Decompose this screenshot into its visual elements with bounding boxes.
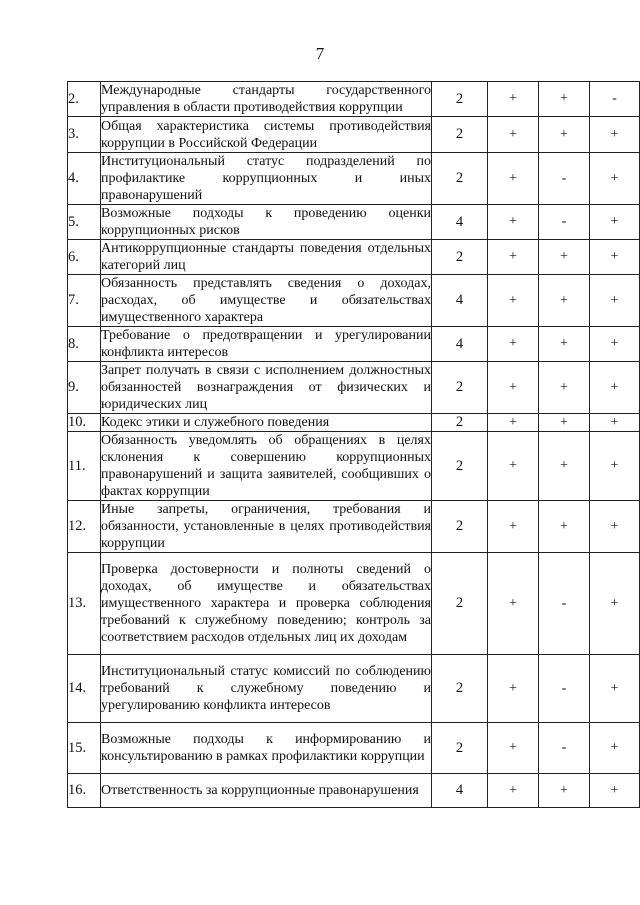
topic-cell: Ответственность за коррупционные правонарушения	[101, 774, 432, 808]
mark-cell-1: +	[488, 501, 539, 553]
mark-cell-1: +	[488, 327, 539, 362]
mark-cell-2: -	[539, 723, 590, 774]
row-number: 7.	[68, 275, 101, 327]
table-row	[68, 205, 640, 240]
mark-cell-1: +	[488, 82, 539, 117]
table-row	[68, 501, 640, 553]
mark-cell-1: +	[488, 774, 539, 808]
hours-cell: 2	[432, 414, 488, 432]
mark-cell-3: +	[590, 655, 640, 723]
row-number: 13.	[68, 553, 101, 655]
mark-cell-3: +	[590, 275, 640, 327]
topic-cell: Институциональный статус подразделений по профилактике коррупционных и иных правонарушений	[101, 154, 431, 203]
topic-cell: Проверка достоверности и полноты сведений о доходах, об имуществе и обязательствах имущественного характера и проверка соблюдения требований к служебному поведению; контроль за соответствием расходов отдельных лиц их доходам	[101, 553, 432, 655]
topic-cell: Запрет получать в связи с исполнением должностных обязанностей вознаграждения от физических и юридических лиц	[101, 363, 431, 412]
hours-cell: 2	[432, 153, 488, 205]
mark-cell-2: +	[539, 362, 590, 414]
topic-cell: Антикоррупционные стандарты поведения отдельных категорий лиц	[101, 241, 431, 273]
curriculum-table	[67, 81, 640, 808]
topic-cell: Международные стандарты государственного управления в области противодействия коррупции	[101, 83, 431, 115]
row-number: 3.	[68, 117, 101, 153]
topic-cell: Обязанность уведомлять об обращениях в целях склонения к совершению коррупционных правонарушений и защита заявителей, сообщивших о фактах коррупции	[101, 433, 431, 499]
mark-cell-3: +	[590, 362, 640, 414]
row-number: 9.	[68, 362, 101, 414]
mark-cell-1: +	[488, 723, 539, 774]
table-row	[68, 327, 640, 362]
mark-cell-2: +	[539, 82, 590, 117]
hours-cell: 2	[432, 432, 488, 501]
hours-cell: 2	[432, 655, 488, 723]
mark-cell-3: +	[590, 153, 640, 205]
topic-cell: Возможные подходы к проведению оценки коррупционных рисков	[101, 206, 431, 238]
table-row	[68, 240, 640, 275]
mark-cell-3: +	[590, 205, 640, 240]
mark-cell-1: +	[488, 655, 539, 723]
topic-cell: Институциональный статус комиссий по соблюдению требований к служебному поведению и урегулированию конфликта интересов	[101, 655, 432, 723]
topic-cell: Иные запреты, ограничения, требования и обязанности, установленные в целях противодействия коррупции	[101, 502, 431, 551]
mark-cell-3: +	[590, 414, 640, 432]
table-row	[68, 553, 640, 655]
row-number: 12.	[68, 501, 101, 553]
row-number: 8.	[68, 327, 101, 362]
mark-cell-1: +	[488, 153, 539, 205]
mark-cell-1: +	[488, 117, 539, 153]
hours-cell: 4	[432, 327, 488, 362]
topic-cell: Требование о предотвращении и урегулировании конфликта интересов	[101, 328, 431, 360]
mark-cell-2: -	[539, 205, 590, 240]
mark-cell-2: +	[539, 117, 590, 153]
mark-cell-2: -	[539, 655, 590, 723]
table-row	[68, 655, 640, 723]
mark-cell-2: +	[539, 414, 590, 432]
mark-cell-3: +	[590, 774, 640, 808]
row-number: 11.	[68, 432, 101, 501]
table-row	[68, 153, 640, 205]
mark-cell-3: +	[590, 117, 640, 153]
topic-cell: Кодекс этики и служебного поведения	[101, 414, 432, 432]
hours-cell: 2	[432, 553, 488, 655]
row-number: 5.	[68, 205, 101, 240]
mark-cell-2: -	[539, 153, 590, 205]
table-row	[68, 774, 640, 808]
row-number: 15.	[68, 723, 101, 774]
mark-cell-3: -	[590, 82, 640, 117]
row-number: 14.	[68, 655, 101, 723]
mark-cell-1: +	[488, 275, 539, 327]
mark-cell-1: +	[488, 205, 539, 240]
mark-cell-3: +	[590, 723, 640, 774]
table-row	[68, 117, 640, 153]
table-row	[68, 275, 640, 327]
mark-cell-2: +	[539, 327, 590, 362]
mark-cell-2: +	[539, 501, 590, 553]
table-row	[68, 723, 640, 774]
mark-cell-1: +	[488, 553, 539, 655]
mark-cell-1: +	[488, 240, 539, 275]
mark-cell-3: +	[590, 553, 640, 655]
topic-cell: Общая характеристика системы противодействия коррупции в Российской Федерации	[101, 118, 431, 151]
mark-cell-2: +	[539, 275, 590, 327]
mark-cell-3: +	[590, 501, 640, 553]
row-number: 16.	[68, 774, 101, 808]
mark-cell-2: +	[539, 774, 590, 808]
page-number: 7	[315, 44, 325, 63]
hours-cell: 4	[432, 275, 488, 327]
hours-cell: 4	[432, 205, 488, 240]
mark-cell-2: -	[539, 553, 590, 655]
hours-cell: 2	[432, 723, 488, 774]
table-row	[68, 414, 640, 432]
mark-cell-1: +	[488, 414, 539, 432]
mark-cell-2: +	[539, 240, 590, 275]
mark-cell-3: +	[590, 240, 640, 275]
mark-cell-3: +	[590, 327, 640, 362]
table-row	[68, 432, 640, 501]
table-body	[68, 82, 640, 808]
table-row	[68, 82, 640, 117]
row-number: 6.	[68, 240, 101, 275]
mark-cell-1: +	[488, 362, 539, 414]
topic-cell: Обязанность представлять сведения о доходах, расходах, об имуществе и обязательствах имущественного характера	[101, 276, 431, 325]
table-row	[68, 362, 640, 414]
hours-cell: 2	[432, 362, 488, 414]
mark-cell-2: +	[539, 432, 590, 501]
mark-cell-1: +	[488, 432, 539, 501]
hours-cell: 2	[432, 117, 488, 153]
row-number: 10.	[68, 414, 101, 432]
mark-cell-3: +	[590, 432, 640, 501]
hours-cell: 2	[432, 82, 488, 117]
topic-cell: Возможные подходы к информированию и консультированию в рамках профилактики коррупции	[101, 723, 432, 774]
row-number: 2.	[68, 82, 101, 117]
hours-cell: 2	[432, 501, 488, 553]
row-number: 4.	[68, 153, 101, 205]
hours-cell: 4	[432, 774, 488, 808]
hours-cell: 2	[432, 240, 488, 275]
